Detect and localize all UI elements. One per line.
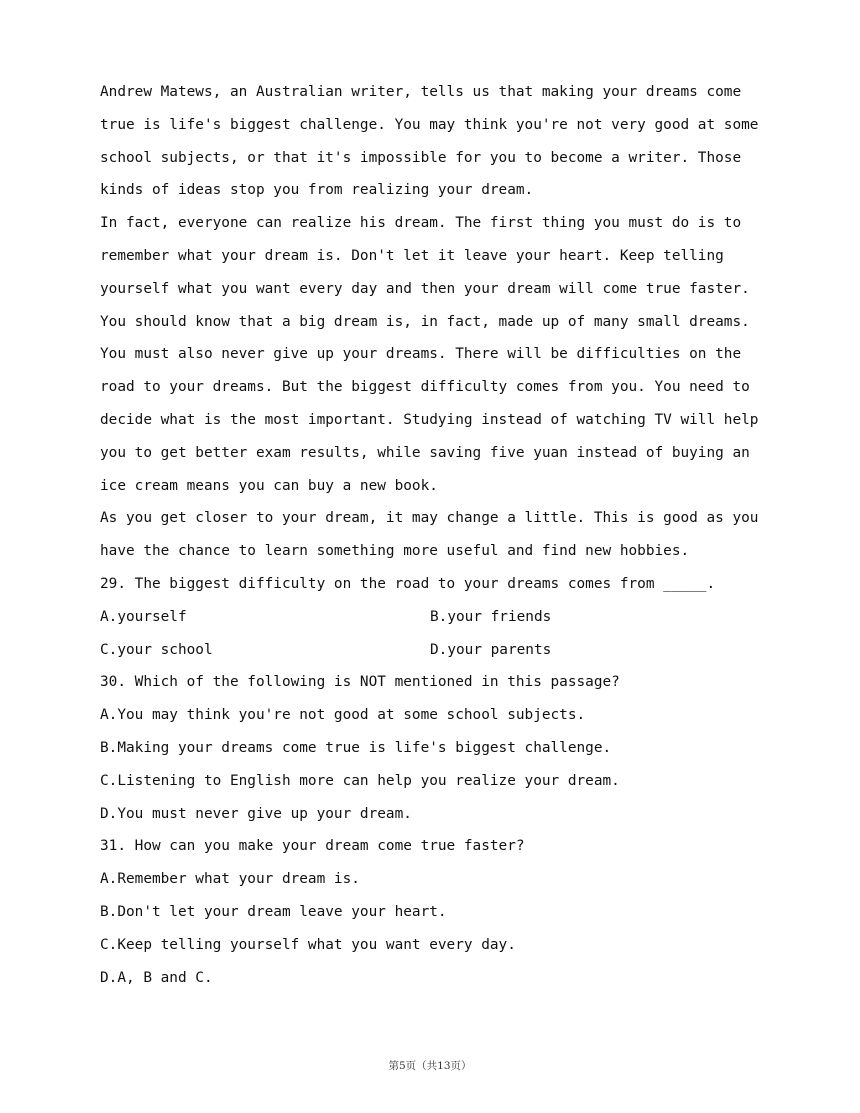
option-b: B.Don't let your dream leave your heart. (100, 903, 447, 920)
question-stem: 30. Which of the following is NOT mentioned in this passage? (100, 674, 620, 691)
option-a: A.yourself (100, 608, 187, 625)
passage-line: remember what your dream is. Don't let it leave your heart. Keep telling (100, 247, 724, 264)
question-31 (100, 830, 750, 994)
passage-line: decide what is the most important. Studying instead of watching TV will help (100, 411, 759, 428)
passage-line: yourself what you want every day and then your dream will come true faster. (100, 280, 750, 297)
passage-line: kinds of ideas stop you from realizing your dream. (100, 182, 534, 199)
passage-line: You should know that a big dream is, in fact, made up of many small dreams. (100, 313, 750, 330)
passage-line: As you get closer to your dream, it may change a little. This is good as you (100, 510, 759, 527)
options-row (100, 634, 750, 667)
option-d: D.You must never give up your dream. (100, 805, 412, 822)
option-a: A.Remember what your dream is. (100, 871, 360, 888)
question-stem: 29. The biggest difficulty on the road to your dreams comes from _____. (100, 575, 716, 592)
options-row (100, 601, 750, 634)
question-stem: 31. How can you make your dream come true faster? (100, 838, 525, 855)
page-footer: 第5页（共13页） (388, 1060, 472, 1072)
passage-line: ice cream means you can buy a new book. (100, 477, 438, 494)
passage-line: You must also never give up your dreams. There will be difficulties on the (100, 346, 742, 363)
option-c: C.Listening to English more can help you realize your dream. (100, 772, 620, 789)
page-content (100, 76, 759, 994)
question-29 (100, 568, 750, 666)
passage-line: you to get better exam results, while saving five yuan instead of buying an (100, 444, 750, 461)
passage-line: true is life's biggest challenge. You may think you're not very good at some (100, 116, 759, 133)
passage-line: school subjects, or that it's impossible for you to become a writer. Those (100, 149, 742, 166)
option-d: D.your parents (430, 641, 552, 658)
passage-line: have the chance to learn something more useful and find new hobbies. (100, 543, 690, 560)
option-b: B.Making your dreams come true is life's biggest challenge. (100, 739, 612, 756)
option-d: D.A, B and C. (100, 969, 213, 986)
option-c: C.your school (100, 641, 213, 658)
passage-line: In fact, everyone can realize his dream. The first thing you must do is to (100, 215, 742, 232)
passage-line: road to your dreams. But the biggest difficulty comes from you. You need to (100, 379, 750, 396)
reading-passage (100, 76, 759, 568)
option-c: C.Keep telling yourself what you want every day. (100, 936, 516, 953)
option-a: A.You may think you're not good at some school subjects. (100, 707, 586, 724)
passage-line: Andrew Matews, an Australian writer, tells us that making your dreams come (100, 84, 742, 100)
question-30 (100, 666, 750, 830)
option-b: B.your friends (430, 608, 552, 625)
